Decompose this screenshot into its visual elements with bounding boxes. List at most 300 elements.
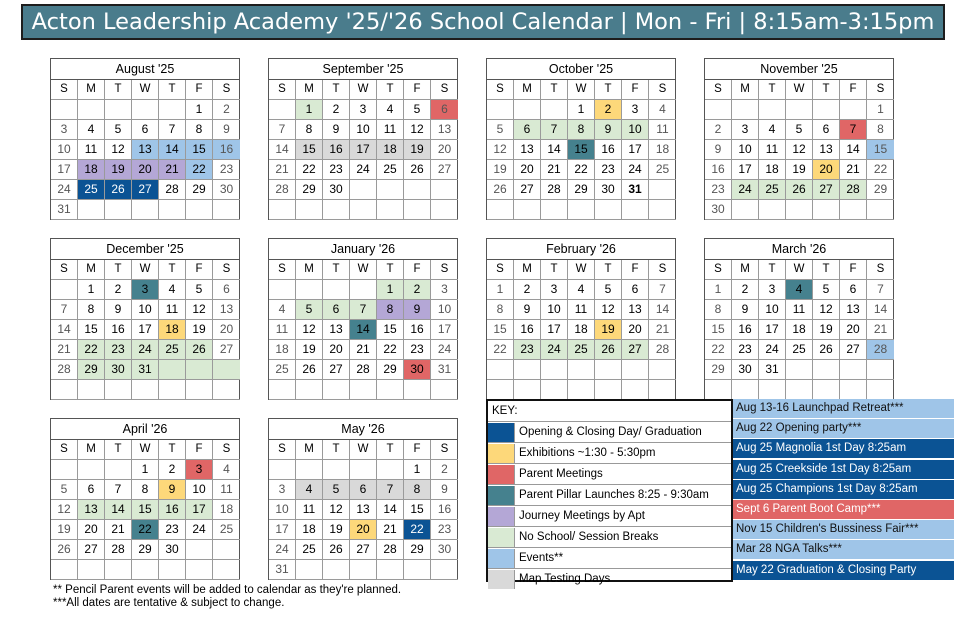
weekday-header: M [78,80,105,100]
day-cell: 15 [377,320,404,340]
month-calendar [704,238,894,400]
day-cell: 30 [595,180,622,200]
day-cell: 7 [51,300,78,320]
weekday-header: F [840,260,867,280]
weekday-header: T [377,440,404,460]
key-swatch [488,444,515,463]
day-cell: 9 [732,300,759,320]
day-cell: 7 [377,480,404,500]
day-cell: 18 [159,320,186,340]
day-cell: 1 [132,460,159,480]
day-cell: 30 [323,180,350,200]
day-cell: 3 [132,280,159,300]
event-item: Nov 15 Children's Bussiness Fair*** [733,520,954,539]
empty-cell [541,200,568,220]
day-cell: 21 [350,340,377,360]
day-cell: 15 [568,140,595,160]
day-cell: 27 [840,340,867,360]
weekday-header: T [759,260,786,280]
weekday-header: F [622,260,649,280]
empty-cell [732,200,759,220]
day-cell: 26 [487,180,514,200]
empty-cell [568,200,595,220]
day-cell: 20 [622,320,649,340]
weekday-header: S [867,260,894,280]
day-cell: 25 [159,340,186,360]
day-cell: 7 [840,120,867,140]
weekday-header: F [404,260,431,280]
day-cell: 24 [269,540,296,560]
day-cell: 12 [404,120,431,140]
weekday-header: T [105,440,132,460]
weekday-header: S [649,80,676,100]
empty-cell [296,380,323,400]
day-cell: 28 [105,540,132,560]
weekday-header: S [51,260,78,280]
weekday-header: T [323,80,350,100]
day-cell: 27 [213,340,240,360]
weekday-header: S [269,80,296,100]
day-cell: 28 [159,180,186,200]
empty-cell [840,360,867,380]
weekday-header: S [269,260,296,280]
day-cell: 4 [649,100,676,120]
empty-cell [186,540,213,560]
day-cell: 16 [514,320,541,340]
key-item [488,548,731,569]
day-cell: 30 [431,540,458,560]
empty-cell [759,380,786,400]
day-cell: 16 [323,140,350,160]
day-cell: 9 [705,140,732,160]
day-cell: 27 [622,340,649,360]
day-cell: 19 [186,320,213,340]
day-cell: 28 [377,540,404,560]
day-cell: 2 [705,120,732,140]
day-cell: 8 [186,120,213,140]
month-name: February '26 [487,239,675,260]
empty-cell [813,100,840,120]
empty-cell [541,360,568,380]
empty-cell [595,380,622,400]
weekday-header: F [186,80,213,100]
empty-cell [105,380,132,400]
day-cell: 13 [431,120,458,140]
empty-cell [51,560,78,580]
weekday-header: T [541,80,568,100]
day-cell: 21 [269,160,296,180]
weekday-header: M [296,260,323,280]
empty-cell [649,380,676,400]
day-cell: 21 [840,160,867,180]
weekday-header: T [377,80,404,100]
event-item: Aug 25 Magnolia 1st Day 8:25am [733,439,954,458]
day-cell: 26 [323,540,350,560]
empty-cell [514,360,541,380]
day-cell: 9 [105,300,132,320]
day-cell: 18 [649,140,676,160]
day-cell: 15 [487,320,514,340]
empty-cell [595,200,622,220]
day-cell: 25 [296,540,323,560]
day-cell: 11 [568,300,595,320]
empty-cell [213,200,240,220]
empty-cell [377,180,404,200]
empty-cell [705,100,732,120]
day-cell: 10 [186,480,213,500]
weekday-header: T [159,440,186,460]
day-cell: 25 [213,520,240,540]
day-cell: 28 [541,180,568,200]
empty-cell [867,360,894,380]
empty-cell [213,380,240,400]
day-cell: 30 [404,360,431,380]
empty-cell [51,100,78,120]
day-cell: 2 [323,100,350,120]
day-cell: 2 [732,280,759,300]
empty-cell [323,380,350,400]
day-cell: 23 [705,180,732,200]
weekday-header: W [568,260,595,280]
day-cell: 25 [568,340,595,360]
key-heading-label: KEY: [492,405,518,417]
weekday-header: M [514,260,541,280]
empty-cell [541,100,568,120]
day-cell: 12 [786,140,813,160]
day-cell: 8 [296,120,323,140]
empty-cell [431,180,458,200]
day-cell: 19 [786,160,813,180]
day-cell: 2 [404,280,431,300]
empty-cell [404,560,431,580]
empty-cell [377,560,404,580]
weekday-header: T [105,260,132,280]
day-cell: 6 [431,100,458,120]
footnote-pencil: ** Pencil Parent events will be added to calendar as they're planned. [53,584,402,596]
key-swatch [488,570,515,589]
day-cell: 27 [350,540,377,560]
event-item: Aug 25 Creekside 1st Day 8:25am [733,460,954,479]
day-cell: 10 [269,500,296,520]
day-cell: 29 [377,360,404,380]
day-cell: 26 [813,340,840,360]
day-cell: 6 [813,120,840,140]
day-cell: 13 [813,140,840,160]
day-cell: 28 [269,180,296,200]
day-cell: 23 [323,160,350,180]
day-cell: 14 [350,320,377,340]
weekday-header: S [51,80,78,100]
day-cell: 18 [78,160,105,180]
day-cell: 21 [867,320,894,340]
day-cell: 19 [487,160,514,180]
empty-cell [431,200,458,220]
day-cell: 20 [132,160,159,180]
day-cell: 24 [350,160,377,180]
day-cell: 2 [159,460,186,480]
day-cell: 29 [296,180,323,200]
day-cell: 8 [568,120,595,140]
key-label: Parent Meetings [519,468,603,480]
day-cell: 11 [377,120,404,140]
month-calendar [268,418,458,580]
event-item: Aug 22 Opening party*** [733,419,954,438]
day-cell: 20 [813,160,840,180]
weekday-header: T [323,260,350,280]
empty-cell [323,560,350,580]
day-cell: 18 [377,140,404,160]
empty-cell [487,100,514,120]
day-cell: 2 [105,280,132,300]
day-cell: 29 [867,180,894,200]
empty-cell [705,380,732,400]
day-cell: 12 [51,500,78,520]
day-cell: 24 [431,340,458,360]
empty-cell [296,200,323,220]
empty-cell [51,460,78,480]
key-item [488,569,731,589]
empty-cell [159,380,186,400]
day-cell: 12 [813,300,840,320]
day-cell: 29 [186,180,213,200]
day-cell: 29 [404,540,431,560]
weekday-header: W [568,80,595,100]
empty-cell [487,380,514,400]
empty-cell [595,360,622,380]
weekday-header: S [487,260,514,280]
day-cell: 13 [350,500,377,520]
day-cell: 13 [78,500,105,520]
key-item [488,443,731,464]
empty-cell [431,560,458,580]
day-cell: 22 [296,160,323,180]
empty-cell [132,200,159,220]
calendar-title: Acton Leadership Academy '25/'26 School Calendar | Mon - Fri | 8:15am-3:15pm [21,4,945,40]
empty-cell [813,380,840,400]
empty-cell [78,460,105,480]
day-cell: 1 [487,280,514,300]
day-cell: 9 [514,300,541,320]
day-cell: 17 [51,160,78,180]
day-cell: 20 [323,340,350,360]
weekday-header: F [622,80,649,100]
key-item [488,422,731,443]
day-cell: 15 [296,140,323,160]
event-item: Sept 6 Parent Boot Camp*** [733,500,954,519]
weekday-header: W [786,260,813,280]
day-cell: 26 [404,160,431,180]
weekday-header: T [813,80,840,100]
empty-cell [786,360,813,380]
empty-cell [159,360,186,380]
day-cell: 30 [105,360,132,380]
day-cell: 22 [186,160,213,180]
weekday-header: M [78,440,105,460]
day-cell: 6 [514,120,541,140]
day-cell: 19 [404,140,431,160]
day-cell: 28 [649,340,676,360]
day-cell: 5 [813,280,840,300]
empty-cell [350,460,377,480]
empty-cell [159,560,186,580]
event-item: Aug 25 Champions 1st Day 8:25am [733,480,954,499]
day-cell: 23 [431,520,458,540]
weekday-header: M [732,80,759,100]
empty-cell [622,380,649,400]
day-cell: 21 [377,520,404,540]
empty-cell [487,200,514,220]
day-cell: 21 [159,160,186,180]
day-cell: 17 [732,160,759,180]
color-key [486,399,733,585]
day-cell: 22 [404,520,431,540]
empty-cell [105,560,132,580]
day-cell: 16 [159,500,186,520]
day-cell: 27 [813,180,840,200]
weekday-header: S [705,260,732,280]
key-label: Parent Pillar Launches 8:25 - 9:30am [519,489,709,501]
empty-cell [186,380,213,400]
day-cell: 22 [568,160,595,180]
day-cell: 22 [705,340,732,360]
day-cell: 3 [759,280,786,300]
empty-cell [649,180,676,200]
day-cell: 24 [186,520,213,540]
weekday-header: F [404,80,431,100]
day-cell: 15 [867,140,894,160]
day-cell: 19 [296,340,323,360]
day-cell: 4 [568,280,595,300]
day-cell: 3 [622,100,649,120]
empty-cell [759,100,786,120]
empty-cell [323,460,350,480]
day-cell: 22 [377,340,404,360]
empty-cell [350,560,377,580]
day-cell: 1 [296,100,323,120]
day-cell: 3 [186,460,213,480]
day-cell: 18 [759,160,786,180]
day-cell: 8 [377,300,404,320]
day-cell: 6 [213,280,240,300]
weekday-header: T [159,260,186,280]
day-cell: 26 [51,540,78,560]
day-cell: 10 [732,140,759,160]
day-cell: 26 [105,180,132,200]
day-cell: 30 [732,360,759,380]
day-cell: 18 [269,340,296,360]
weekday-header: S [431,80,458,100]
empty-cell [186,560,213,580]
day-cell: 5 [186,280,213,300]
day-cell: 10 [132,300,159,320]
empty-cell [350,180,377,200]
empty-cell [105,200,132,220]
day-cell: 30 [213,180,240,200]
day-cell: 5 [51,480,78,500]
day-cell: 6 [840,280,867,300]
day-cell: 25 [78,180,105,200]
empty-cell [404,380,431,400]
day-cell: 12 [595,300,622,320]
day-cell: 10 [350,120,377,140]
weekday-header: T [323,440,350,460]
day-cell: 10 [759,300,786,320]
weekday-header: W [132,260,159,280]
empty-cell [350,200,377,220]
month-calendar [486,238,676,400]
empty-cell [269,100,296,120]
day-cell: 23 [514,340,541,360]
footnote-tentative: ***All dates are tentative & subject to change. [53,597,285,609]
empty-cell [813,200,840,220]
day-cell: 28 [840,180,867,200]
day-cell: 11 [649,120,676,140]
month-name: October '25 [487,59,675,80]
day-cell: 18 [786,320,813,340]
weekday-header: S [487,80,514,100]
weekday-header: S [867,80,894,100]
empty-cell [541,380,568,400]
weekday-header: M [296,440,323,460]
day-cell: 27 [78,540,105,560]
day-cell: 1 [377,280,404,300]
day-cell: 11 [78,140,105,160]
day-cell: 8 [132,480,159,500]
empty-cell [186,360,213,380]
day-cell: 13 [514,140,541,160]
weekday-header: S [213,80,240,100]
empty-cell [186,200,213,220]
key-swatch [488,423,515,442]
empty-cell [840,380,867,400]
day-cell: 5 [595,280,622,300]
key-swatch [488,507,515,526]
month-calendar [268,238,458,400]
empty-cell [51,280,78,300]
day-cell: 4 [78,120,105,140]
day-cell: 15 [78,320,105,340]
day-cell: 28 [350,360,377,380]
day-cell: 15 [705,320,732,340]
month-calendar [50,418,240,580]
day-cell: 30 [705,200,732,220]
empty-cell [105,460,132,480]
day-cell: 11 [159,300,186,320]
empty-cell [867,380,894,400]
day-cell: 18 [568,320,595,340]
day-cell: 28 [867,340,894,360]
day-cell: 24 [51,180,78,200]
empty-cell [568,360,595,380]
day-cell: 23 [404,340,431,360]
month-name: January '26 [269,239,457,260]
day-cell: 21 [541,160,568,180]
weekday-header: T [105,80,132,100]
day-cell: 7 [159,120,186,140]
day-cell: 8 [867,120,894,140]
day-cell: 5 [404,100,431,120]
day-cell: 4 [786,280,813,300]
day-cell: 29 [568,180,595,200]
key-swatch [488,465,515,484]
key-swatch [488,549,515,568]
day-cell: 30 [159,540,186,560]
day-cell: 16 [404,320,431,340]
day-cell: 14 [159,140,186,160]
events-list [733,399,954,581]
day-cell: 4 [377,100,404,120]
day-cell: 23 [105,340,132,360]
